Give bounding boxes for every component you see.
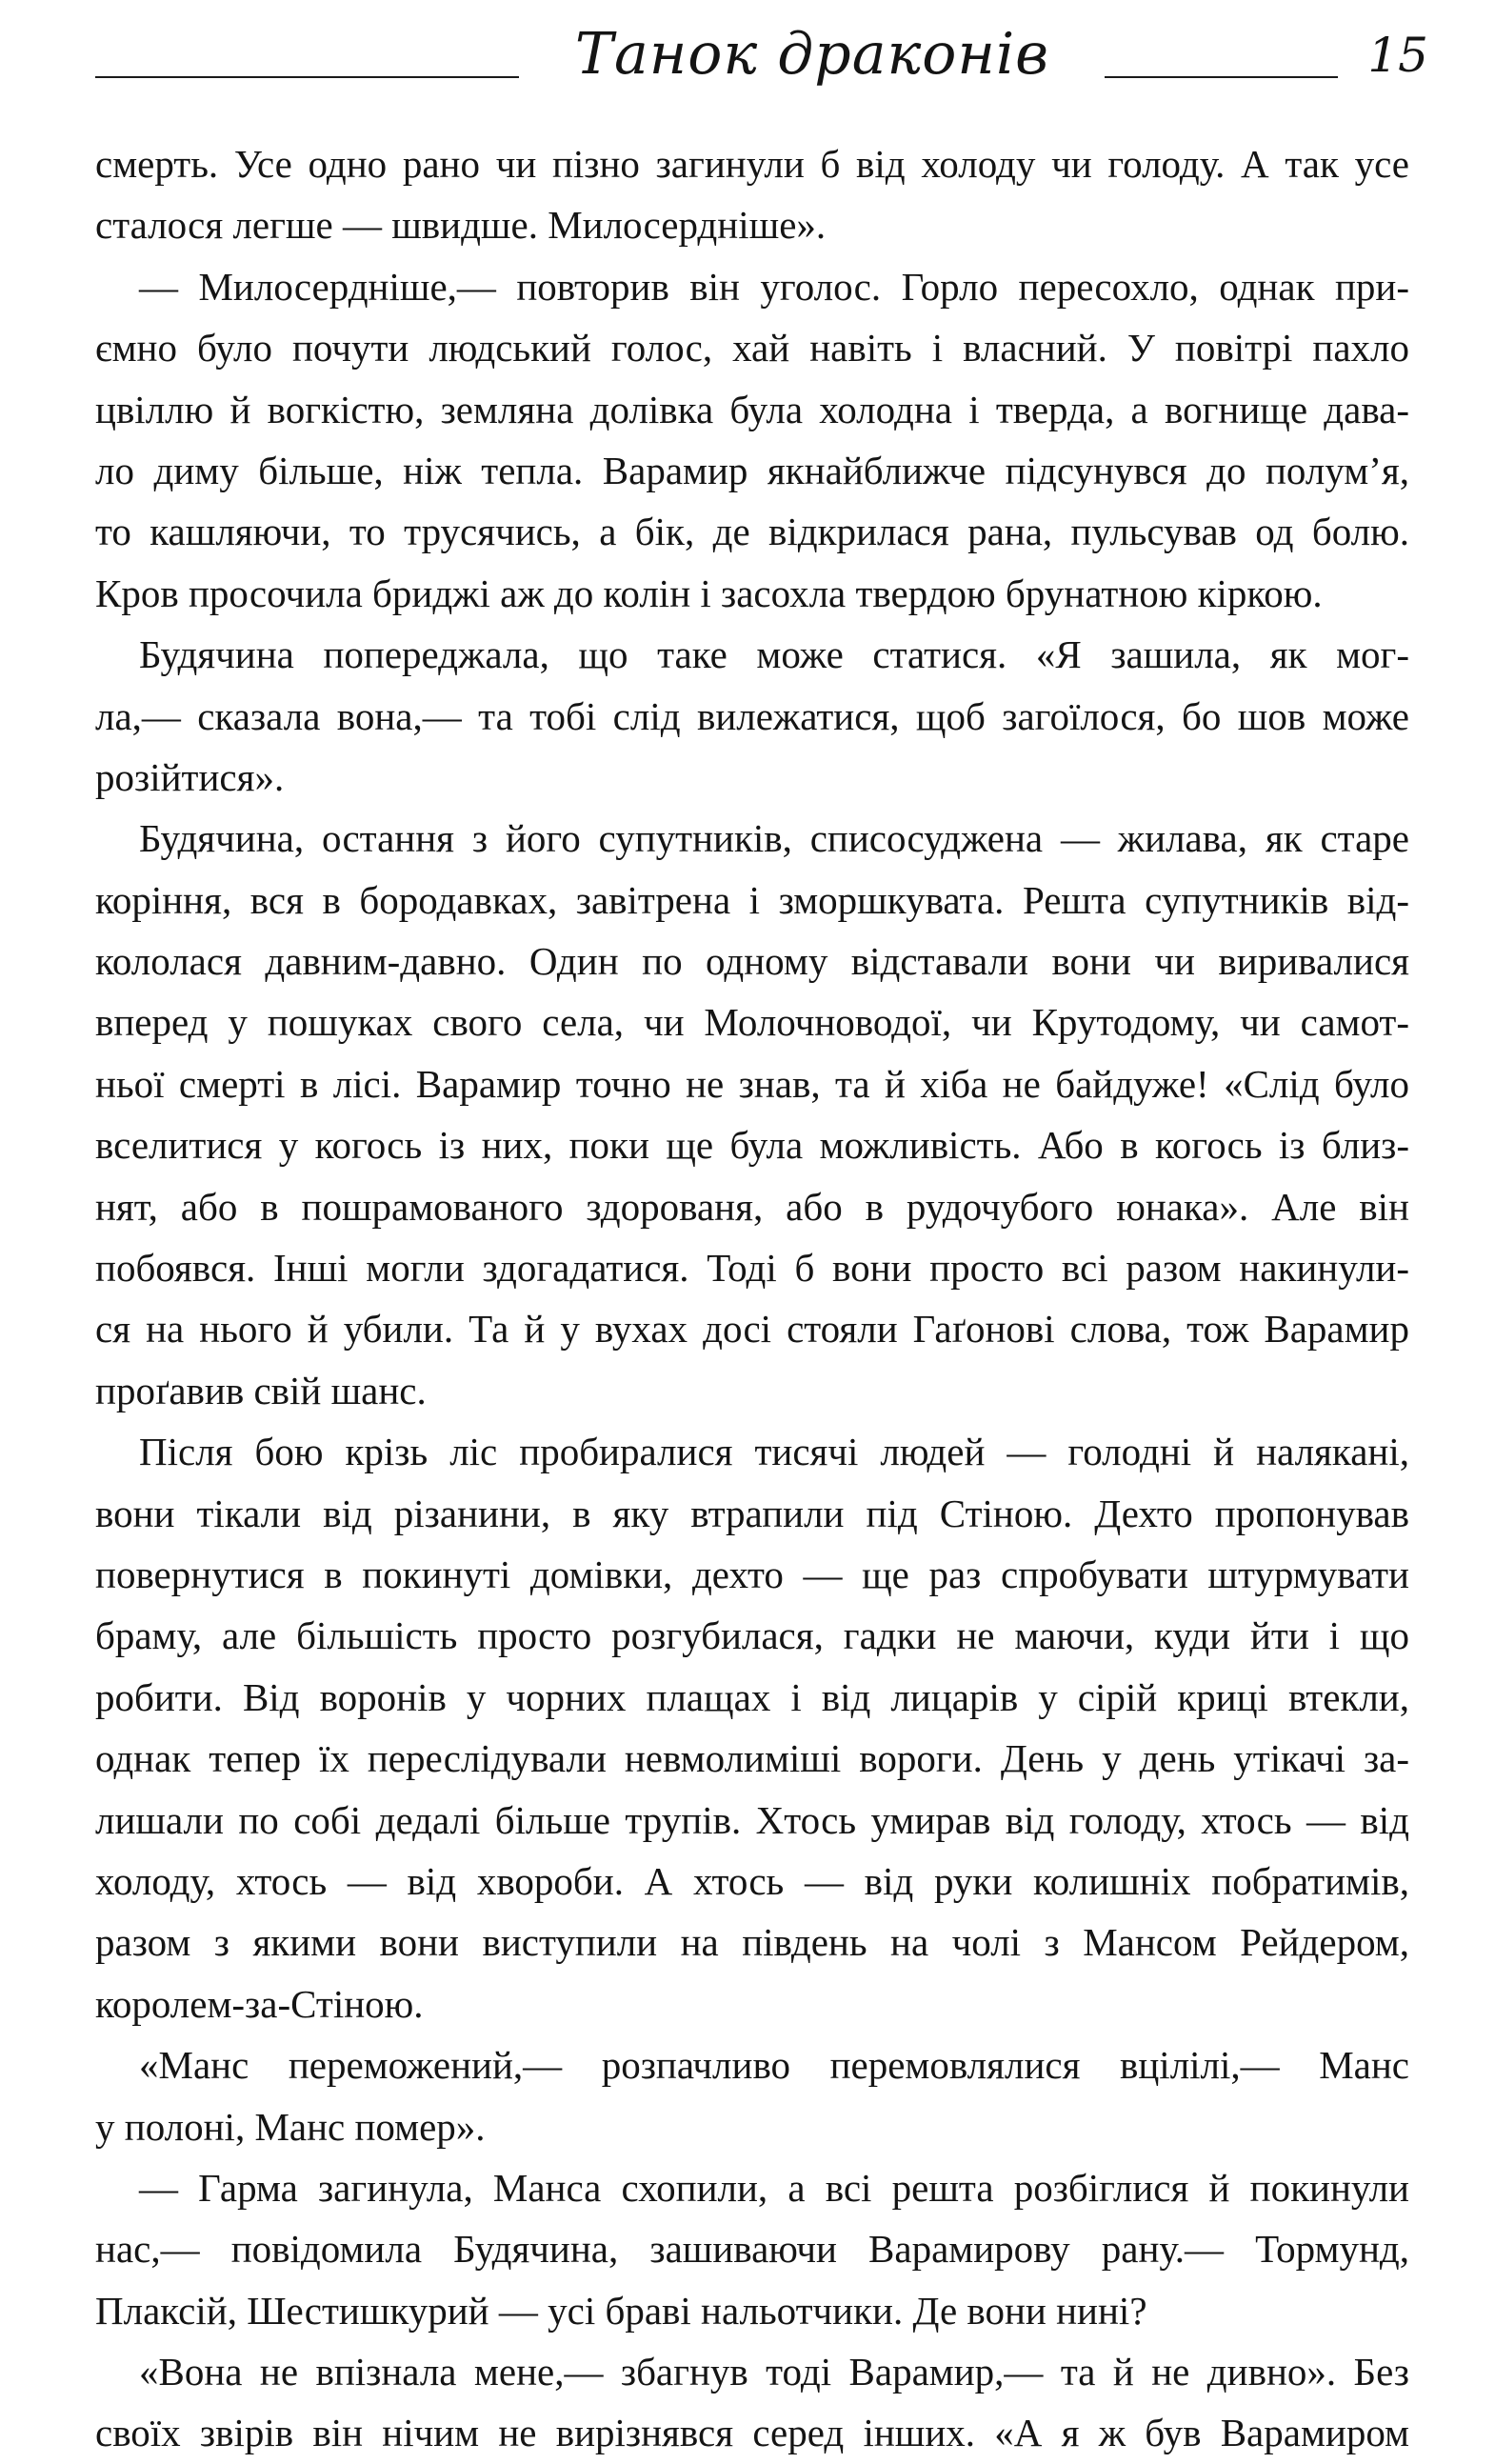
text-line: разом з якими вони виступили на південь на чолі з Мансом Рейдером, xyxy=(95,1920,1409,1965)
text-line: смерть. Усе одно рано чи пізно загинули б від холоду чи голоду. А так усе xyxy=(95,142,1409,186)
text-line: «Вона не впізнала мене,— збагнув тоді Варамир,— та й не дивно». Без xyxy=(139,2350,1409,2394)
text-line: у полоні, Манс помер». xyxy=(95,2104,486,2149)
text-line: ємно було почути людський голос, хай навіть і власний. У повітрі пахло xyxy=(95,326,1409,371)
text-line: сталося легше — швидше. Милосердніше». xyxy=(95,203,827,248)
text-line: нас,— повідомила Будячина, зашиваючи Варамирову рану.— Тормунд, xyxy=(95,2227,1409,2272)
text-line: Будячина попереджала, що таке може статися. «Я зашила, як мог- xyxy=(139,632,1409,677)
text-line: кололася давним-давно. Один по одному відставали вони чи виривалися xyxy=(95,939,1409,984)
running-title: Танок драконів xyxy=(574,21,1050,88)
text-line: Плаксій, Шестишкурий — усі браві нальотчики. Де вони нині? xyxy=(95,2288,1147,2333)
text-line: цвіллю й вогкістю, земляна долівка була холодна і тверда, а вогнище дава- xyxy=(95,387,1409,431)
text-line: повернутися в покинуті домівки, дехто — ще раз спробувати штурмувати xyxy=(95,1552,1409,1596)
text-line: — Гарма загинула, Манса схопили, а всі решта розбіглися й покинули xyxy=(139,2165,1409,2210)
text-line: ньої смерті в лісі. Варамир точно не знав, та й хіба не байдуже! «Слід було xyxy=(95,1061,1409,1106)
running-header xyxy=(95,10,1428,114)
text-line: побоявся. Інші могли здогадатися. Тоді б вони просто всі разом накинули- xyxy=(95,1246,1409,1291)
text-line: вселитися у когось із них, поки ще була можливість. Або в когось із близ- xyxy=(95,1123,1409,1168)
text-line: ло диму більше, ніж тепла. Варамир якнайближче підсунувся до полум’я, xyxy=(95,448,1409,492)
text-line: вперед у пошуках свого села, чи Молочноводої, чи Крутодому, чи самот- xyxy=(95,1000,1409,1045)
text-line: ла,— сказала вона,— та тобі слід вилежатися, щоб загоїлося, бо шов може xyxy=(95,693,1409,738)
text-line: ся на нього й убили. Та й у вухах досі стояли Гаґонові слова, тож Варамир xyxy=(95,1307,1409,1352)
text-line: браму, але більшість просто розгубилася, гадки не маючи, куди йти і що xyxy=(95,1613,1409,1658)
text-line: нят, або в пошрамованого здорованя, або в рудочубого юнака». Але він xyxy=(95,1184,1409,1229)
text-line: лишали по собі дедалі більше трупів. Хтось умирав від голоду, хтось — від xyxy=(95,1797,1409,1842)
header-rule-right xyxy=(1105,76,1338,78)
text-line: Кров просочила бриджі аж до колін і засохла твердою брунатною кіркою. xyxy=(95,571,1323,615)
text-line: холоду, хтось — від хвороби. А хтось — від руки колишніх побратимів, xyxy=(95,1858,1409,1903)
text-line: робити. Від воронів у чорних плащах і від лицарів у сірій криці втекли, xyxy=(95,1674,1409,1719)
text-line: Будячина, остання з його супутників, списосуджена — жилава, як старе xyxy=(139,816,1409,861)
text-line: однак тепер їх переслідували невмолиміші вороги. День у день утікачі за- xyxy=(95,1736,1409,1781)
text-line: проґавив свій шанс. xyxy=(95,1368,427,1412)
text-line: Після бою крізь ліс пробиралися тисячі людей — голодні й налякані, xyxy=(139,1430,1409,1474)
text-line: коріння, вся в бородавках, завітрена і зморшкувата. Решта супутників від- xyxy=(95,877,1409,922)
text-line: королем-за-Стіною. xyxy=(95,1981,424,2026)
text-line: то кашляючи, то трусячись, а бік, де відкрилася рана, пульсував од болю. xyxy=(95,510,1409,554)
text-line: вони тікали від різанини, в яку втрапили під Стіною. Дехто пропонував xyxy=(95,1491,1409,1535)
text-line: — Милосердніше,— повторив він уголос. Горло пересохло, однак при- xyxy=(139,264,1409,309)
text-line: розійтися». xyxy=(95,754,285,799)
text-line: «Манс переможений,— розпачливо перемовлялися вцілілі,— Манс xyxy=(139,2043,1409,2088)
header-rule-left xyxy=(95,76,519,78)
text-line: своїх звірів він нічим не вирізнявся серед інших. «А я ж був Варамиром xyxy=(95,2411,1409,2455)
page-number: 15 xyxy=(1367,28,1428,83)
